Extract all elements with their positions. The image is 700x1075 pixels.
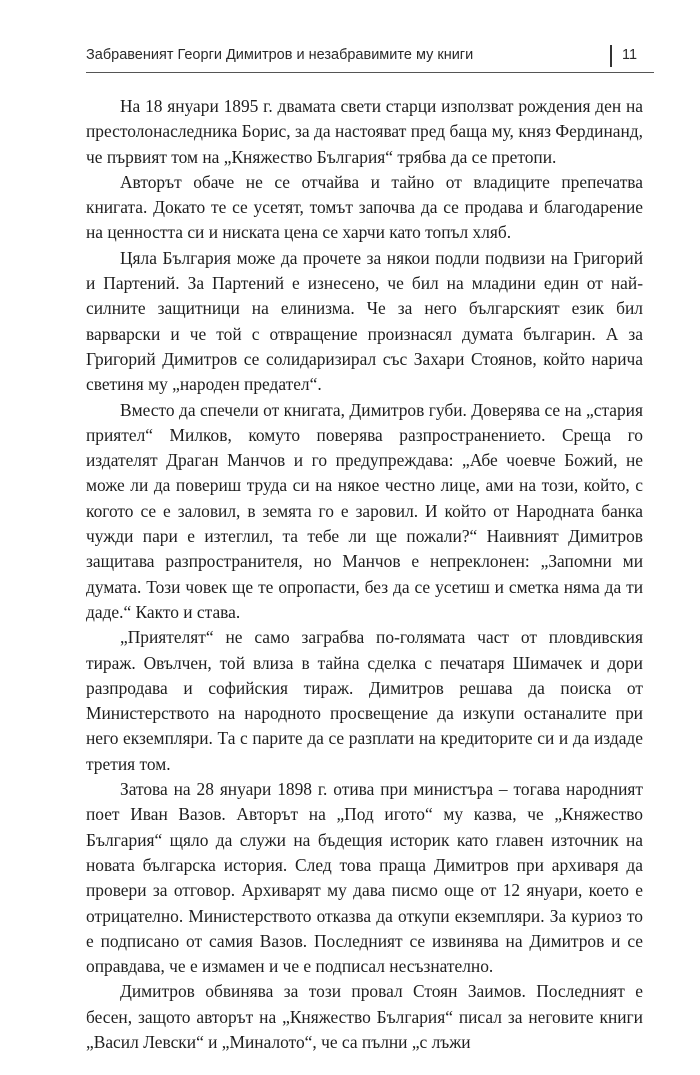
paragraph-2: Авторът обаче не се отчайва и тайно от владиците препечатва книгата. Докато те се усетят, томът започва да се продава и благодарение на ценността си и ниската цена се харчи като топъл хляб. (86, 171, 643, 243)
body-text (86, 94, 643, 1055)
running-head (86, 45, 654, 71)
paragraph-1: На 18 януари 1895 г. двамата свети старци използват рождения ден на престолонаследника Борис, за да настояват пред баща му, княз Фердинанд, че първият том на „Княжество България“ трябва да се претопи. (86, 96, 643, 167)
header-divider (610, 45, 612, 67)
paragraph-5: „Приятелят“ не само заграбва по-голямата част от пловдивския тираж. Овълчен, той влиза в тайна сделка с печатаря Шимачек и дори разпродава и софийския тираж. Димитров решава да поиска от Министерството на народното просвещение да изкупи останалите при него екземпляри. Та с парите да се разплати на кредиторите си и да издаде третия том. (86, 627, 643, 774)
paragraph-7: Димитров обвинява за този провал Стоян Заимов. Последният е бесен, защото авторът на „Княжество България“ писал за неговите книги „Васил Левски“ и „Миналото“, че са пълни „с лъжи (86, 981, 643, 1052)
header-rule (86, 72, 654, 73)
running-title: Забравеният Георги Димитров и незабравимите му книги (86, 47, 474, 63)
paragraph-4: Вместо да спечели от книгата, Димитров губи. Доверява се на „стария приятел“ Милков, комуто поверява разпространението. Среща го издателят Драган Манчов и го предупреждава: „Абе чоевче Божий, не може ли да повериш труда си на някое честно лице, ами на този, който, с когото се е заловил, в земята го е заровил. И който от Народната банка чужди пари е изтеглил, та тебе ли ще пожали?“ Наивният Димитров защитава разпространителя, но Манчов е непреклонен: „Запомни ми думата. Този човек ще те опропасти, без да се усетиш и сметка няма да ти даде.“ Както и става. (86, 399, 643, 622)
paragraph-6: Затова на 28 януари 1898 г. отива при министъра – тогава народният поет Иван Вазов. Авторът на „Под игото“ му казва, че „Княжество България“ щяло да служи на бъдещия историк като главен източник на новата българска история. След това праща Димитров при архиваря да провери за отговор. Архиварят му дава писмо още от 12 януари, което е отрицателно. Министерството отказва да откупи екземпляри. За куриоз то е подписано от самия Вазов. Последният се извинява на Димитров и се оправдава, че е измамен и че е подписал несъзнателно. (86, 779, 643, 977)
page-number: 11 (622, 47, 638, 63)
paragraph-3: Цяла България може да прочете за някои подли подвизи на Григорий и Партений. За Партений е изнесено, че бил на младини един от най-силните защитници на елинизма. Че за него българският език бил варварски и че той с отвращение произнасял думата българин. А за Григорий Димитров се солидаризирал със Захари Стоянов, който нарича светиня му „народен предател“. (86, 247, 643, 395)
